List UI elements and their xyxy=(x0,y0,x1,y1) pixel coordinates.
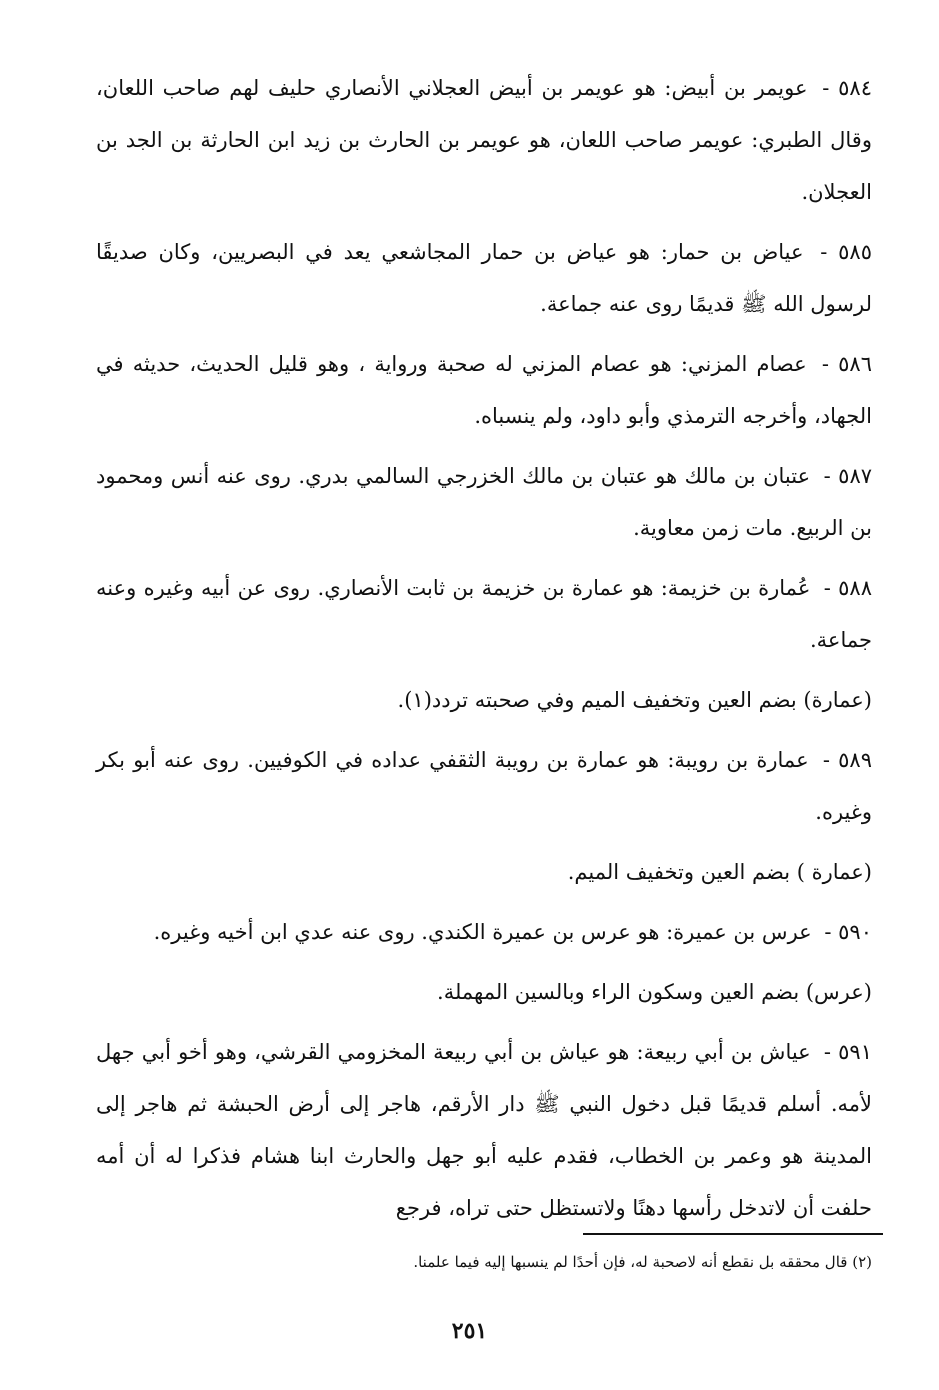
entry-text: عرس بن عميرة: هو عرس بن عميرة الكندي. روى عنه عدي ابن أخيه وغيره. xyxy=(153,920,812,944)
entry-585 xyxy=(96,226,872,330)
entry-586 xyxy=(96,338,872,442)
entry-588 xyxy=(96,562,872,666)
entry-text: عُمارة بن خزيمة: هو عمارة بن خزيمة بن ثابت الأنصاري. روى عن أبيه وغيره وعنه جماعة. xyxy=(96,576,872,652)
entry-590 xyxy=(96,906,872,958)
entry-text: عمارة بن رويبة: هو عمارة بن رويبة الثقفي عداده في الكوفيين. روى عنه أبو بكر وغيره. xyxy=(96,748,872,824)
entry-number: ٥٩٠ - xyxy=(824,920,872,944)
entry-number: ٥٨٤ - xyxy=(822,76,872,100)
entry-number: ٥٨٩ - xyxy=(822,748,872,772)
entry-text: عتبان بن مالك هو عتبان بن مالك الخزرجي السالمي بدري. روى عنه أنس ومحمود بن الربيع. مات زمن معاوية. xyxy=(96,464,872,540)
main-text xyxy=(96,62,872,1242)
entry-text: عياض بن حمار: هو عياض بن حمار المجاشعي يعد في البصريين، وكان صديقًا لرسول الله ﷺ قديمًا روى عنه جماعة. xyxy=(96,240,872,316)
entry-591 xyxy=(96,1026,872,1234)
entry-note: (عرس) بضم العين وسكون الراء وبالسين المهملة. xyxy=(437,980,872,1004)
entry-number: ٥٩١ - xyxy=(823,1040,872,1064)
entry-note: (عمارة) بضم العين وتخفيف الميم وفي صحبته تردد(١). xyxy=(397,688,872,712)
footnote-divider xyxy=(583,1233,883,1235)
footnote: (٢) قال محققه بل نقطع أنه لاصحبة له، فإن أحدًا لم ينسبها إليه فيما علمنا. xyxy=(413,1253,872,1271)
entry-note: (عمارة ) بضم العين وتخفيف الميم. xyxy=(567,860,872,884)
entry-number: ٥٨٥ - xyxy=(820,240,872,264)
entry-text: عياش بن أبي ربيعة: هو عياش بن أبي ربيعة المخزومي القرشي، وهو أخو أبي جهل لأمه. أسلم قديمًا قبل دخول النبي ﷺ دار الأرقم، هاجر إلى أرض الحبشة ثم هاجر إلى المدينة هو وعمر بن الخطاب، فقدم عليه أبو جهل والحارث ابنا هشام فذكرا له أن أمه حلفت أن لاتدخل رأسها دهنًا ولاتستظل حتى تراه، فرجع xyxy=(96,1040,872,1220)
entry-text: عويمر بن أبيض: هو عويمر بن أبيض العجلاني الأنصاري حليف لهم صاحب اللعان، وقال الطبري: عويمر صاحب اللعان، هو عويمر بن الحارث بن زيد ابن الحارثة بن الجد بن العجلان. xyxy=(96,76,872,204)
entry-number: ٥٨٧ - xyxy=(823,464,873,488)
entry-number: ٥٨٦ - xyxy=(821,352,872,376)
entry-589 xyxy=(96,734,872,838)
entry-text: عصام المزني: هو عصام المزني له صحبة ورواية ، وهو قليل الحديث، حديثه في الجهاد، وأخرجه الترمذي وأبو داود، ولم ينسباه. xyxy=(96,352,872,428)
entry-587 xyxy=(96,450,872,554)
entry-number: ٥٨٨ - xyxy=(823,576,872,600)
page-number: ٢٥١ xyxy=(451,1318,488,1344)
entry-584 xyxy=(96,62,872,218)
